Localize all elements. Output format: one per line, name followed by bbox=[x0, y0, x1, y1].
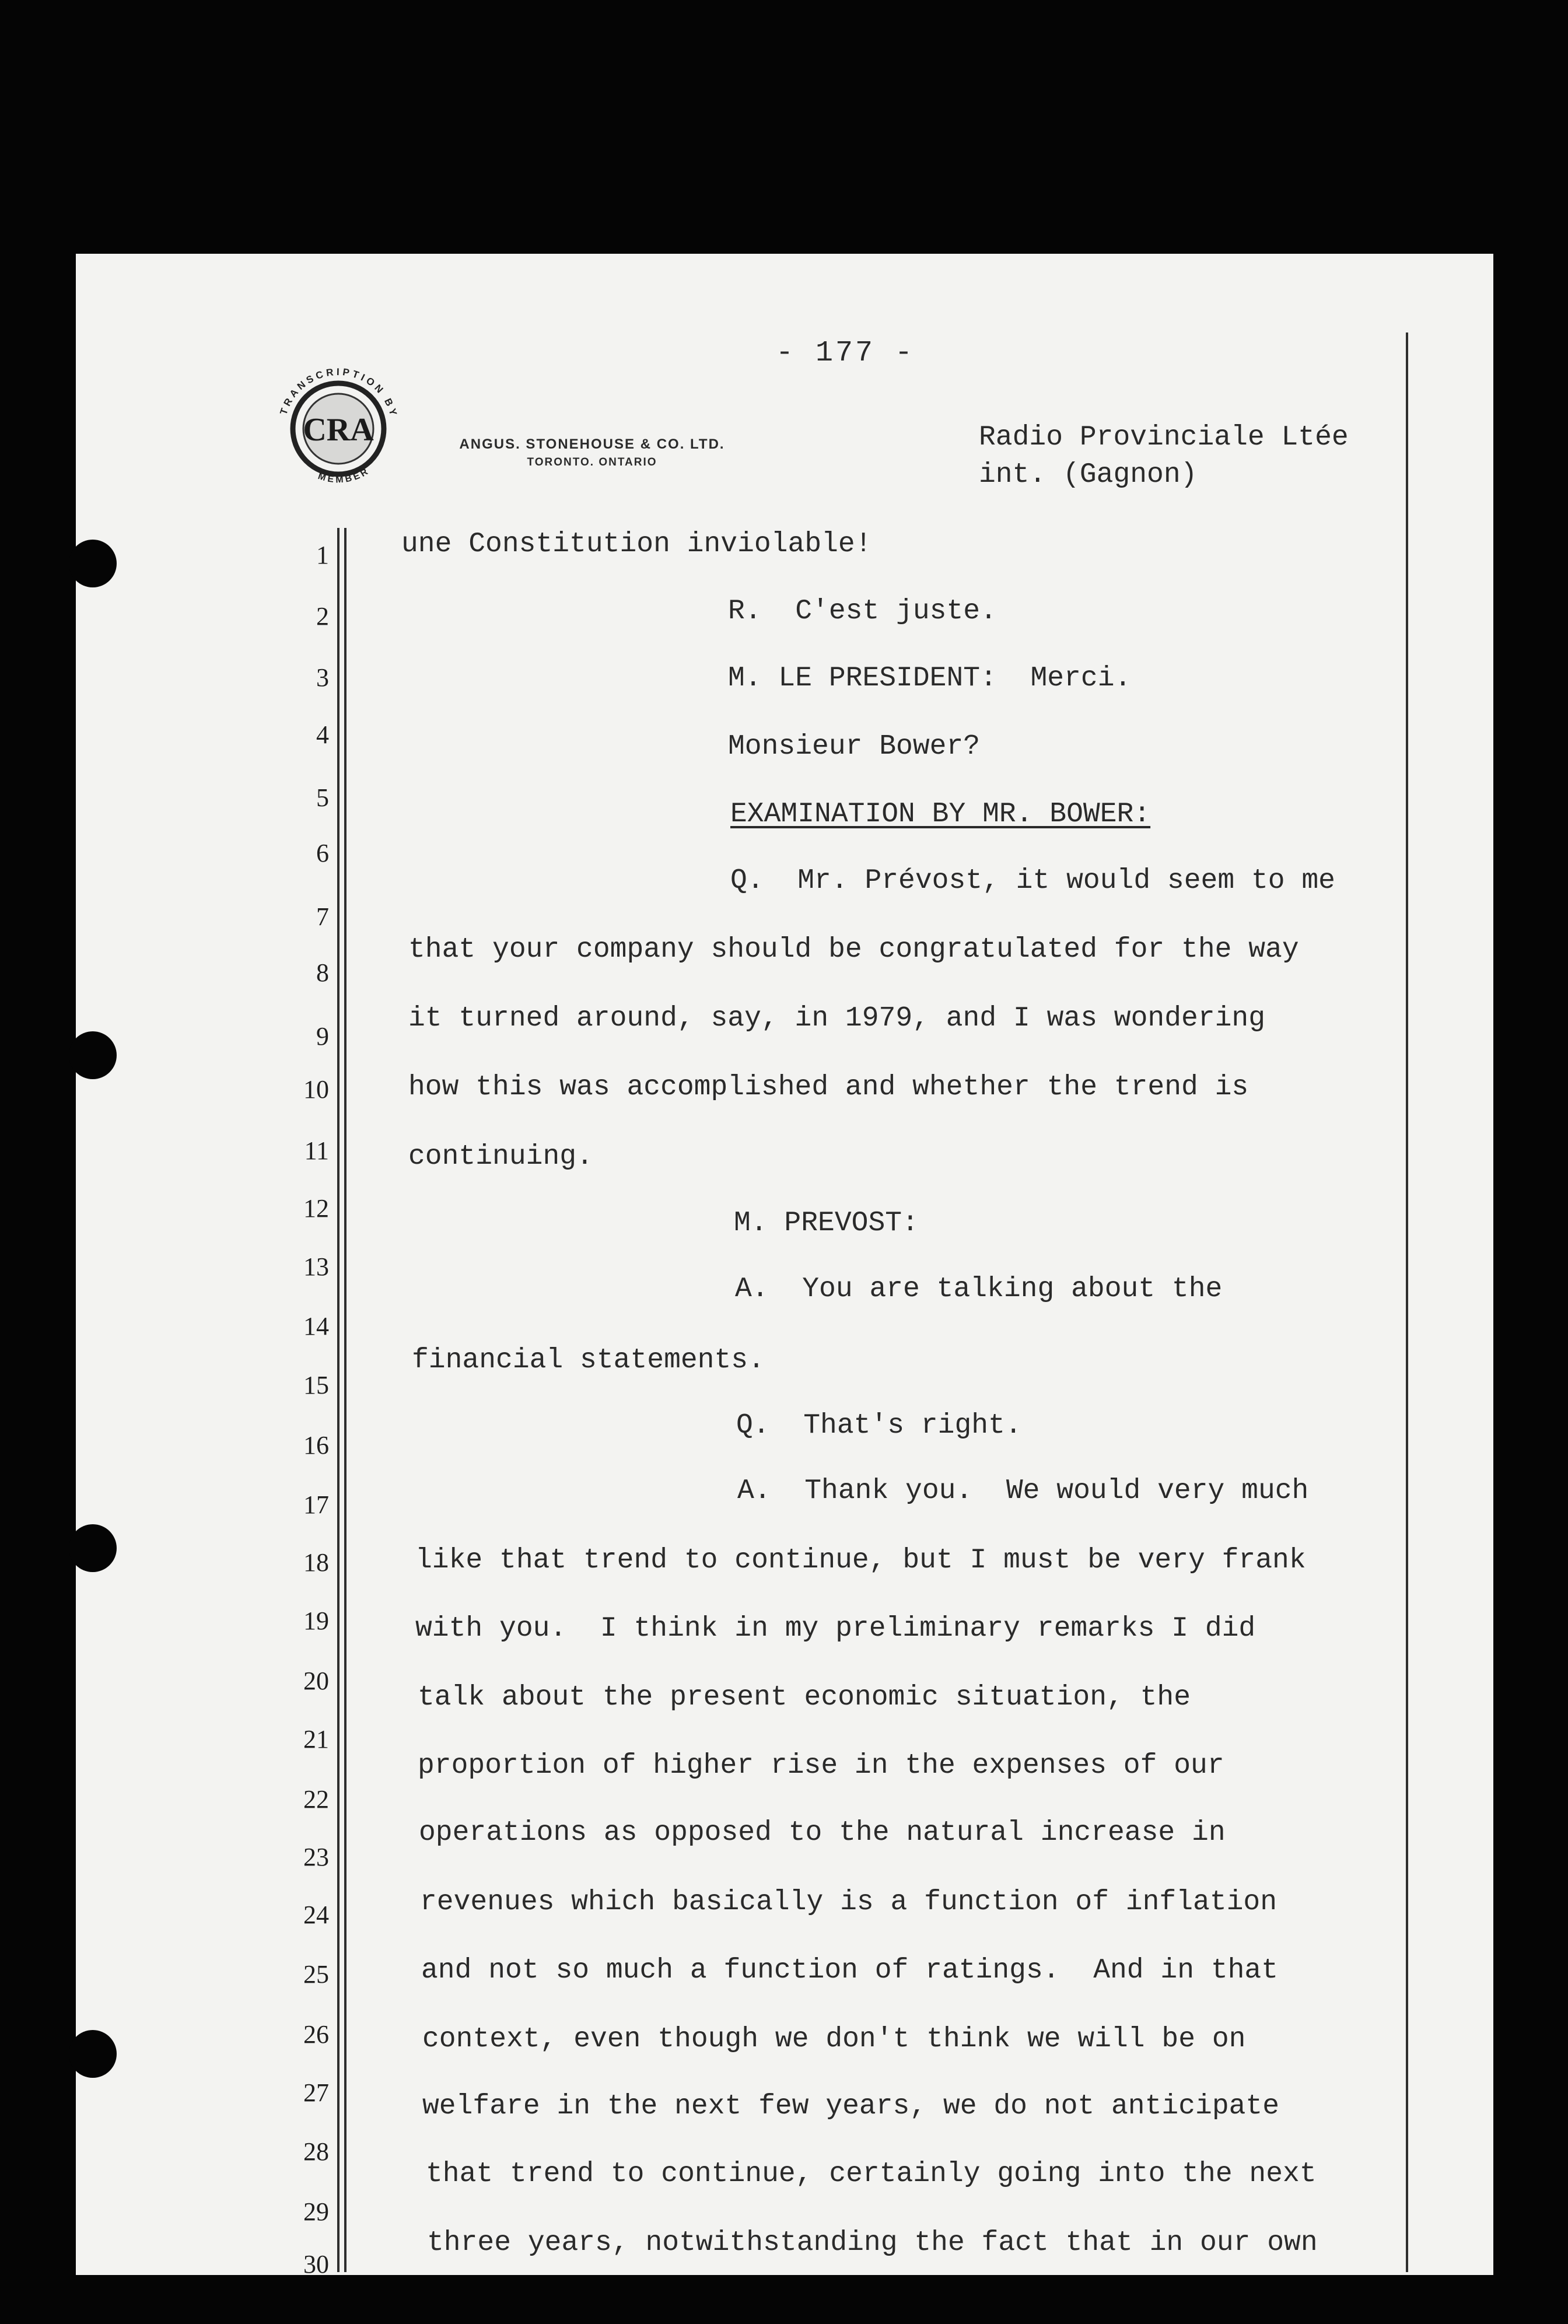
line-number: 9 bbox=[316, 1022, 329, 1051]
transcript-line: A. Thank you. We would very much bbox=[737, 1475, 1309, 1507]
punch-hole bbox=[69, 1031, 117, 1079]
section-heading: EXAMINATION BY MR. BOWER: bbox=[730, 799, 1151, 830]
line-number: 12 bbox=[303, 1194, 329, 1223]
line-number: 28 bbox=[303, 2137, 329, 2166]
transcript-line: financial statements. bbox=[412, 1345, 765, 1376]
transcript-line: talk about the present economic situation, the bbox=[418, 1682, 1191, 1713]
line-number: 22 bbox=[303, 1785, 329, 1814]
reporter-firm-city: TORONTO. ONTARIO bbox=[527, 456, 657, 468]
svg-text:MEMBER bbox=[317, 466, 372, 485]
transcript-line: une Constitution inviolable! bbox=[401, 528, 872, 560]
transcript-line: and not so much a function of ratings. And in that bbox=[421, 1955, 1279, 1986]
punch-hole bbox=[69, 2030, 117, 2078]
transcript-line: operations as opposed to the natural increase in bbox=[419, 1817, 1226, 1849]
line-number: 2 bbox=[316, 602, 329, 631]
line-number: 1 bbox=[316, 541, 329, 569]
line-number: 27 bbox=[303, 2078, 329, 2107]
line-number: 30 bbox=[303, 2250, 329, 2278]
line-number: 13 bbox=[303, 1252, 329, 1281]
seal-top-text: TRANSCRIPTION BY bbox=[278, 366, 400, 419]
transcript-line: Monsieur Bower? bbox=[728, 731, 981, 762]
line-number: 3 bbox=[316, 663, 329, 692]
line-number: 10 bbox=[303, 1075, 329, 1104]
line-number: 23 bbox=[303, 1843, 329, 1871]
punch-hole bbox=[69, 1524, 117, 1572]
line-number: 16 bbox=[303, 1431, 329, 1460]
line-number: 7 bbox=[316, 902, 329, 931]
transcript-line: revenues which basically is a function of inflation bbox=[420, 1887, 1278, 1918]
line-number: 24 bbox=[303, 1901, 329, 1929]
line-number: 26 bbox=[303, 2020, 329, 2049]
margin-rule-inner bbox=[344, 528, 346, 2272]
line-number: 6 bbox=[316, 839, 329, 867]
margin-rule-outer bbox=[337, 528, 340, 2272]
transcript-line: that your company should be congratulated for the way bbox=[408, 934, 1299, 965]
transcript-line: three years, notwithstanding the fact that in our own bbox=[427, 2227, 1318, 2259]
transcript-line: how this was accomplished and whether the trend is bbox=[408, 1072, 1249, 1103]
line-number: 21 bbox=[303, 1725, 329, 1754]
punch-hole bbox=[69, 540, 117, 587]
seal-monogram: CRA bbox=[303, 412, 374, 448]
line-number: 8 bbox=[316, 958, 329, 987]
transcript-line: Q. Mr. Prévost, it would seem to me bbox=[730, 865, 1335, 897]
transcript-line: Q. That's right. bbox=[736, 1410, 1022, 1441]
transcript-line: A. You are talking about the bbox=[735, 1273, 1223, 1305]
transcript-line: with you. I think in my preliminary remarks I did bbox=[415, 1613, 1256, 1644]
transcript-line: continuing. bbox=[408, 1141, 593, 1172]
line-number: 14 bbox=[303, 1312, 329, 1340]
transcript-line: proportion of higher rise in the expenses of our bbox=[418, 1750, 1224, 1782]
line-number: 25 bbox=[303, 1960, 329, 1989]
seal-bottom-text: MEMBER bbox=[316, 466, 372, 485]
line-number: 18 bbox=[303, 1548, 329, 1577]
transcript-line: it turned around, say, in 1979, and I was wondering bbox=[408, 1003, 1266, 1034]
transcript-line: welfare in the next few years, we do not anticipate bbox=[422, 2091, 1280, 2122]
reporter-firm-block bbox=[426, 436, 758, 469]
line-number: 17 bbox=[303, 1490, 329, 1519]
line-number: 19 bbox=[303, 1606, 329, 1635]
line-number: 29 bbox=[303, 2197, 329, 2226]
transcript-line: that trend to continue, certainly going into the next bbox=[426, 2158, 1317, 2190]
right-margin-rule bbox=[1406, 332, 1408, 2272]
reporter-firm-name: ANGUS. STONEHOUSE & CO. LTD. bbox=[459, 436, 725, 452]
line-number: 20 bbox=[303, 1667, 329, 1695]
reporter-seal-logo bbox=[268, 359, 408, 499]
line-number: 5 bbox=[316, 783, 329, 812]
page-number: - 177 - bbox=[776, 337, 915, 370]
case-title: Radio Provinciale Ltée bbox=[979, 422, 1349, 453]
transcript-line: M. LE PRESIDENT: Merci. bbox=[728, 663, 1132, 694]
speaker-line: M. PREVOST: bbox=[734, 1208, 919, 1239]
transcript-line: R. C'est juste. bbox=[728, 596, 997, 627]
case-caption bbox=[979, 419, 1349, 494]
case-subtitle: int. (Gagnon) bbox=[979, 459, 1198, 491]
transcript-line: like that trend to continue, but I must be very frank bbox=[415, 1545, 1306, 1576]
transcript-line: context, even though we don't think we will be on bbox=[422, 2024, 1246, 2055]
line-number: 15 bbox=[303, 1371, 329, 1399]
line-number: 4 bbox=[316, 720, 329, 749]
line-number: 11 bbox=[304, 1136, 329, 1165]
